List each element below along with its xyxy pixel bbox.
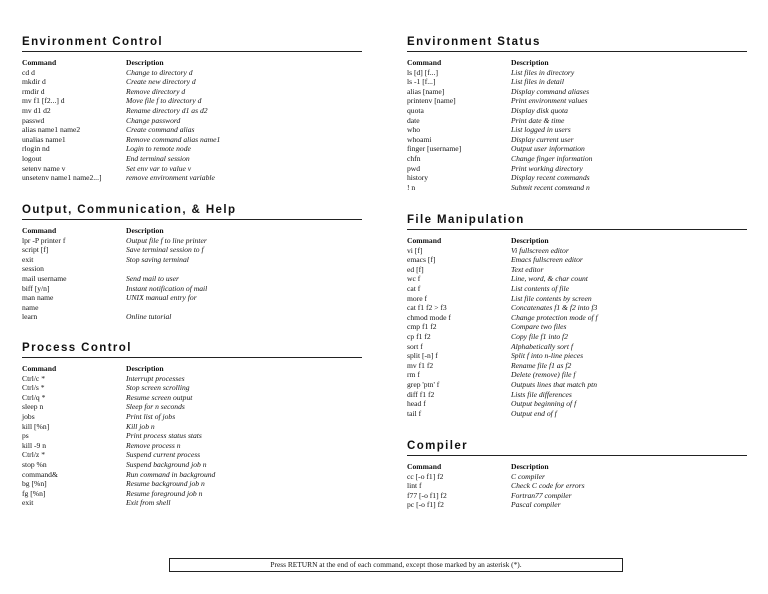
table-row xyxy=(22,498,215,508)
command-cell: unsetenv name1 name2...] xyxy=(22,173,102,183)
command-cell: rmdir d xyxy=(22,86,45,96)
section-title: Output, Communication, & Help xyxy=(22,204,362,220)
command-cell: pc [-o f1] f2 xyxy=(407,500,444,510)
command-cell: sleep n xyxy=(22,402,44,412)
command-cell: cat f1 f2 > f3 xyxy=(407,303,447,313)
command-cell: passwd xyxy=(22,115,45,125)
table-row xyxy=(407,135,592,145)
description-cell: Outputs lines that match ptn xyxy=(511,379,598,389)
description-cell: Delete (remove) file f xyxy=(511,370,576,380)
table-row xyxy=(407,303,598,313)
description-cell: Print working directory xyxy=(511,163,583,173)
description-cell: Interrupt processes xyxy=(126,373,185,383)
section-compiler xyxy=(407,440,747,510)
description-cell: Change password xyxy=(126,115,181,125)
table-row xyxy=(407,409,598,419)
description-cell: Move file f to directory d xyxy=(126,96,202,106)
table-row xyxy=(22,87,220,97)
description-cell: Print list of jobs xyxy=(126,411,176,421)
command-cell: head f xyxy=(407,399,426,409)
description-cell: Resume foreground job n xyxy=(126,488,203,498)
command-cell: Ctrl/q * xyxy=(22,392,46,402)
footer-note: Press RETURN at the end of each command, except those marked by an asterisk (*). xyxy=(169,558,623,572)
description-cell: Save terminal session to f xyxy=(126,245,204,255)
command-cell: fg [%n] xyxy=(22,488,46,498)
command-cell: exit xyxy=(22,254,34,264)
table-header-row xyxy=(22,364,215,374)
column-header-command: Command xyxy=(22,226,57,235)
description-cell: C compiler xyxy=(511,471,545,481)
table-row xyxy=(407,87,592,97)
command-cell: exit xyxy=(22,498,34,508)
command-cell: Ctrl/c * xyxy=(22,373,45,383)
command-cell: ls -1 [f...] xyxy=(407,77,436,87)
table-row xyxy=(22,125,220,135)
description-cell: Suspend current process xyxy=(126,450,201,460)
description-cell: End terminal session xyxy=(126,153,190,163)
command-cell: learn xyxy=(22,312,38,322)
command-cell: logout xyxy=(22,153,42,163)
description-cell: Stop saving terminal xyxy=(126,254,189,264)
table-row xyxy=(22,106,220,116)
section-environment-control xyxy=(22,36,362,183)
table-row xyxy=(22,402,215,412)
command-cell: tail f xyxy=(407,408,422,418)
table-row xyxy=(22,422,215,432)
command-cell: mkdir d xyxy=(22,77,46,87)
description-cell: Output beginning of f xyxy=(511,399,577,409)
table-row xyxy=(22,154,220,164)
command-cell: cmp f1 f2 xyxy=(407,322,437,332)
table-row xyxy=(22,303,207,313)
command-cell: grep 'ptn' f xyxy=(407,379,440,389)
command-cell: biff [y/n] xyxy=(22,283,50,293)
command-cell: script [f] xyxy=(22,245,49,255)
table-row xyxy=(22,441,215,451)
command-cell: ls [d] [f...] xyxy=(407,67,438,77)
table-row xyxy=(407,332,598,342)
description-cell: Line, word, & char count xyxy=(511,274,588,284)
description-cell: Compare two files xyxy=(511,322,567,332)
table-row xyxy=(407,481,585,491)
table-row xyxy=(22,68,220,78)
table-row xyxy=(407,370,598,380)
table-row xyxy=(22,393,215,403)
table-header-row xyxy=(407,58,592,68)
command-cell: f77 [-o f1] f2 xyxy=(407,490,447,500)
table-row xyxy=(407,274,598,284)
table-row xyxy=(407,351,598,361)
table-row xyxy=(22,450,215,460)
table-row xyxy=(407,96,592,106)
table-row xyxy=(407,342,598,352)
description-cell: Pascal compiler xyxy=(511,500,561,510)
column-header-command: Command xyxy=(407,236,442,245)
table-row xyxy=(22,77,220,87)
table-header-row xyxy=(22,226,207,236)
table-row xyxy=(22,293,207,303)
table-row xyxy=(407,265,598,275)
description-cell: Send mail to user xyxy=(126,273,179,283)
command-cell: mv f1 f2 xyxy=(407,360,434,370)
description-cell: Rename directory d1 as d2 xyxy=(126,105,208,115)
table-row xyxy=(407,77,592,87)
description-cell: List files in detail xyxy=(511,77,564,87)
command-cell: cd d xyxy=(22,67,35,77)
table-row xyxy=(22,236,207,246)
table-row xyxy=(407,500,585,510)
description-cell: Print date & time xyxy=(511,115,565,125)
description-cell: Vi fullscreen editor xyxy=(511,245,569,255)
description-cell: remove environment variable xyxy=(126,173,215,183)
description-cell: Copy file f1 into f2 xyxy=(511,331,568,341)
table-row xyxy=(22,264,207,274)
table-row xyxy=(407,116,592,126)
command-cell: sort f xyxy=(407,341,423,351)
table-row xyxy=(407,173,592,183)
description-cell: Resume screen output xyxy=(126,392,193,402)
table-row xyxy=(22,245,207,255)
description-cell: Display disk quota xyxy=(511,105,568,115)
table-row xyxy=(22,412,215,422)
description-cell: Instant notification of mail xyxy=(126,283,208,293)
description-cell: Emacs fullscreen editor xyxy=(511,255,583,265)
column-header-description: Description xyxy=(511,462,549,471)
description-cell: Print environment values xyxy=(511,96,588,106)
description-cell: Text editor xyxy=(511,264,544,274)
description-cell: Sleep for n seconds xyxy=(126,402,185,412)
command-cell: more f xyxy=(407,293,428,303)
description-cell: Remove directory d xyxy=(126,86,186,96)
description-cell: Online tutorial xyxy=(126,312,172,322)
command-cell: split [-n] f xyxy=(407,351,438,361)
command-cell: kill -9 n xyxy=(22,440,47,450)
command-cell: kill [%n] xyxy=(22,421,50,431)
command-cell: command& xyxy=(22,469,58,479)
command-cell: setenv name v xyxy=(22,163,66,173)
column-header-description: Description xyxy=(511,236,549,245)
command-table xyxy=(22,58,220,183)
description-cell: Fortran77 compiler xyxy=(511,490,572,500)
description-cell: Change protection mode of f xyxy=(511,312,598,322)
section-output-communication-help xyxy=(22,204,362,322)
command-cell: Ctrl/s * xyxy=(22,383,45,393)
command-cell: wc f xyxy=(407,274,421,284)
description-cell: Alphabetically sort f xyxy=(511,341,574,351)
command-cell: finger [username] xyxy=(407,144,462,154)
description-cell: Suspend background job n xyxy=(126,459,207,469)
table-row xyxy=(407,246,598,256)
command-cell: chfn xyxy=(407,153,421,163)
command-cell: stop %n xyxy=(22,459,47,469)
command-cell: ! n xyxy=(407,182,416,192)
description-cell: Run command in background xyxy=(126,469,216,479)
column-header-description: Description xyxy=(126,364,164,373)
table-row xyxy=(22,460,215,470)
table-row xyxy=(407,154,592,164)
table-row xyxy=(407,183,592,193)
table-row xyxy=(22,164,220,174)
command-cell: pwd xyxy=(407,163,421,173)
section-title: Environment Status xyxy=(407,36,747,52)
command-cell: name xyxy=(22,302,39,312)
description-cell: UNIX manual entry for xyxy=(126,293,197,303)
description-cell: Output file f to line printer xyxy=(126,235,207,245)
command-cell: rlogin nd xyxy=(22,144,50,154)
table-row xyxy=(22,383,215,393)
command-table xyxy=(407,462,585,510)
description-cell: Display current user xyxy=(511,134,574,144)
table-row xyxy=(407,361,598,371)
description-cell: List contents of file xyxy=(511,283,570,293)
table-row xyxy=(22,135,220,145)
command-cell: who xyxy=(407,125,421,135)
table-row xyxy=(407,313,598,323)
command-cell: mv d1 d2 xyxy=(22,105,51,115)
command-cell: cc [-o f1] f2 xyxy=(407,471,444,481)
command-cell: chmod mode f xyxy=(407,312,451,322)
section-process-control xyxy=(22,342,362,508)
description-cell: Change finger information xyxy=(511,153,593,163)
command-cell: diff f1 f2 xyxy=(407,389,435,399)
table-row xyxy=(22,173,220,183)
command-cell: lint f xyxy=(407,481,422,491)
command-table xyxy=(407,236,598,418)
description-cell: Split f into n-line pieces xyxy=(511,351,584,361)
description-cell: Submit recent command n xyxy=(511,182,590,192)
column-header-description: Description xyxy=(511,58,549,67)
column-header-command: Command xyxy=(22,58,57,67)
description-cell: List files in directory xyxy=(511,67,575,77)
description-cell: Create command alias xyxy=(126,125,195,135)
description-cell: List logged in users xyxy=(511,125,571,135)
table-row xyxy=(407,390,598,400)
table-row xyxy=(22,255,207,265)
table-row xyxy=(407,106,592,116)
command-cell: lpr -P printer f xyxy=(22,235,66,245)
table-row xyxy=(407,284,598,294)
table-row xyxy=(407,472,585,482)
description-cell: Print process status stats xyxy=(126,431,202,441)
description-cell: Check C code for errors xyxy=(511,481,585,491)
section-environment-status xyxy=(407,36,747,192)
table-row xyxy=(407,399,598,409)
description-cell: Create new directory d xyxy=(126,77,196,87)
description-cell: List file contents by screen xyxy=(511,293,592,303)
description-cell: Display recent commands xyxy=(511,173,590,183)
table-row xyxy=(22,431,215,441)
table-row xyxy=(22,374,215,384)
command-cell: alias name1 name2 xyxy=(22,125,81,135)
table-row xyxy=(407,255,598,265)
section-file-manipulation xyxy=(407,214,747,418)
description-cell: Exit from shell xyxy=(126,498,171,508)
description-cell xyxy=(126,264,207,274)
command-cell: cat f xyxy=(407,283,421,293)
description-cell: Output end of f xyxy=(511,408,557,418)
command-cell: mail username xyxy=(22,273,67,283)
column-header-description: Description xyxy=(126,226,164,235)
table-row xyxy=(407,380,598,390)
command-cell: alias [name] xyxy=(407,86,445,96)
table-row xyxy=(22,489,215,499)
table-header-row xyxy=(22,58,220,68)
command-cell: history xyxy=(407,173,429,183)
command-cell: ps xyxy=(22,431,29,441)
description-cell: Resume background job n xyxy=(126,479,205,489)
description-cell: Lists file differences xyxy=(511,389,572,399)
section-title: Process Control xyxy=(22,342,362,358)
description-cell: Rename file f1 as f2 xyxy=(511,360,572,370)
command-cell: session xyxy=(22,264,44,274)
table-row xyxy=(407,322,598,332)
table-row xyxy=(407,294,598,304)
command-cell: unalias name1 xyxy=(22,134,66,144)
command-cell: emacs [f] xyxy=(407,255,436,265)
section-title: Environment Control xyxy=(22,36,362,52)
description-cell: Kill job n xyxy=(126,421,155,431)
section-title: Compiler xyxy=(407,440,747,456)
section-title: File Manipulation xyxy=(407,214,747,230)
description-cell: Set env var to value v xyxy=(126,163,192,173)
table-header-row xyxy=(407,236,598,246)
column-header-command: Command xyxy=(407,462,442,471)
table-row xyxy=(22,116,220,126)
table-row xyxy=(22,479,215,489)
command-cell: bg [%n] xyxy=(22,479,47,489)
command-cell: vi [f] xyxy=(407,245,423,255)
description-cell xyxy=(126,303,207,313)
command-cell: whoami xyxy=(407,134,432,144)
table-row xyxy=(22,96,220,106)
table-row xyxy=(22,284,207,294)
table-row xyxy=(22,312,207,322)
column-header-command: Command xyxy=(22,364,57,373)
command-cell: man name xyxy=(22,293,54,303)
description-cell: Concatenates f1 & f2 into f3 xyxy=(511,303,598,313)
table-header-row xyxy=(407,462,585,472)
column-header-command: Command xyxy=(407,58,442,67)
table-row xyxy=(407,144,592,154)
description-cell: Display command aliases xyxy=(511,86,590,96)
table-row xyxy=(407,164,592,174)
description-cell: Remove process n xyxy=(126,440,181,450)
table-row xyxy=(407,68,592,78)
command-cell: date xyxy=(407,115,420,125)
command-cell: printenv [name] xyxy=(407,96,456,106)
table-row xyxy=(407,125,592,135)
command-table xyxy=(22,364,215,508)
table-row xyxy=(22,274,207,284)
command-table xyxy=(407,58,592,192)
description-cell: Change to directory d xyxy=(126,67,193,77)
command-cell: jobs xyxy=(22,411,35,421)
description-cell: Login to remote node xyxy=(126,144,191,154)
command-cell: rm f xyxy=(407,370,420,380)
description-cell: Remove command alias name1 xyxy=(126,134,221,144)
table-row xyxy=(22,470,215,480)
table-row xyxy=(22,144,220,154)
table-row xyxy=(407,491,585,501)
command-table xyxy=(22,226,207,322)
command-cell: ed [f] xyxy=(407,264,424,274)
description-cell: Stop screen scrolling xyxy=(126,383,190,393)
command-cell: Ctrl/z * xyxy=(22,450,45,460)
description-cell: Output user information xyxy=(511,144,585,154)
column-header-description: Description xyxy=(126,58,164,67)
command-cell: mv f1 [f2...] d xyxy=(22,96,65,106)
command-cell: cp f1 f2 xyxy=(407,331,431,341)
command-cell: quota xyxy=(407,105,424,115)
